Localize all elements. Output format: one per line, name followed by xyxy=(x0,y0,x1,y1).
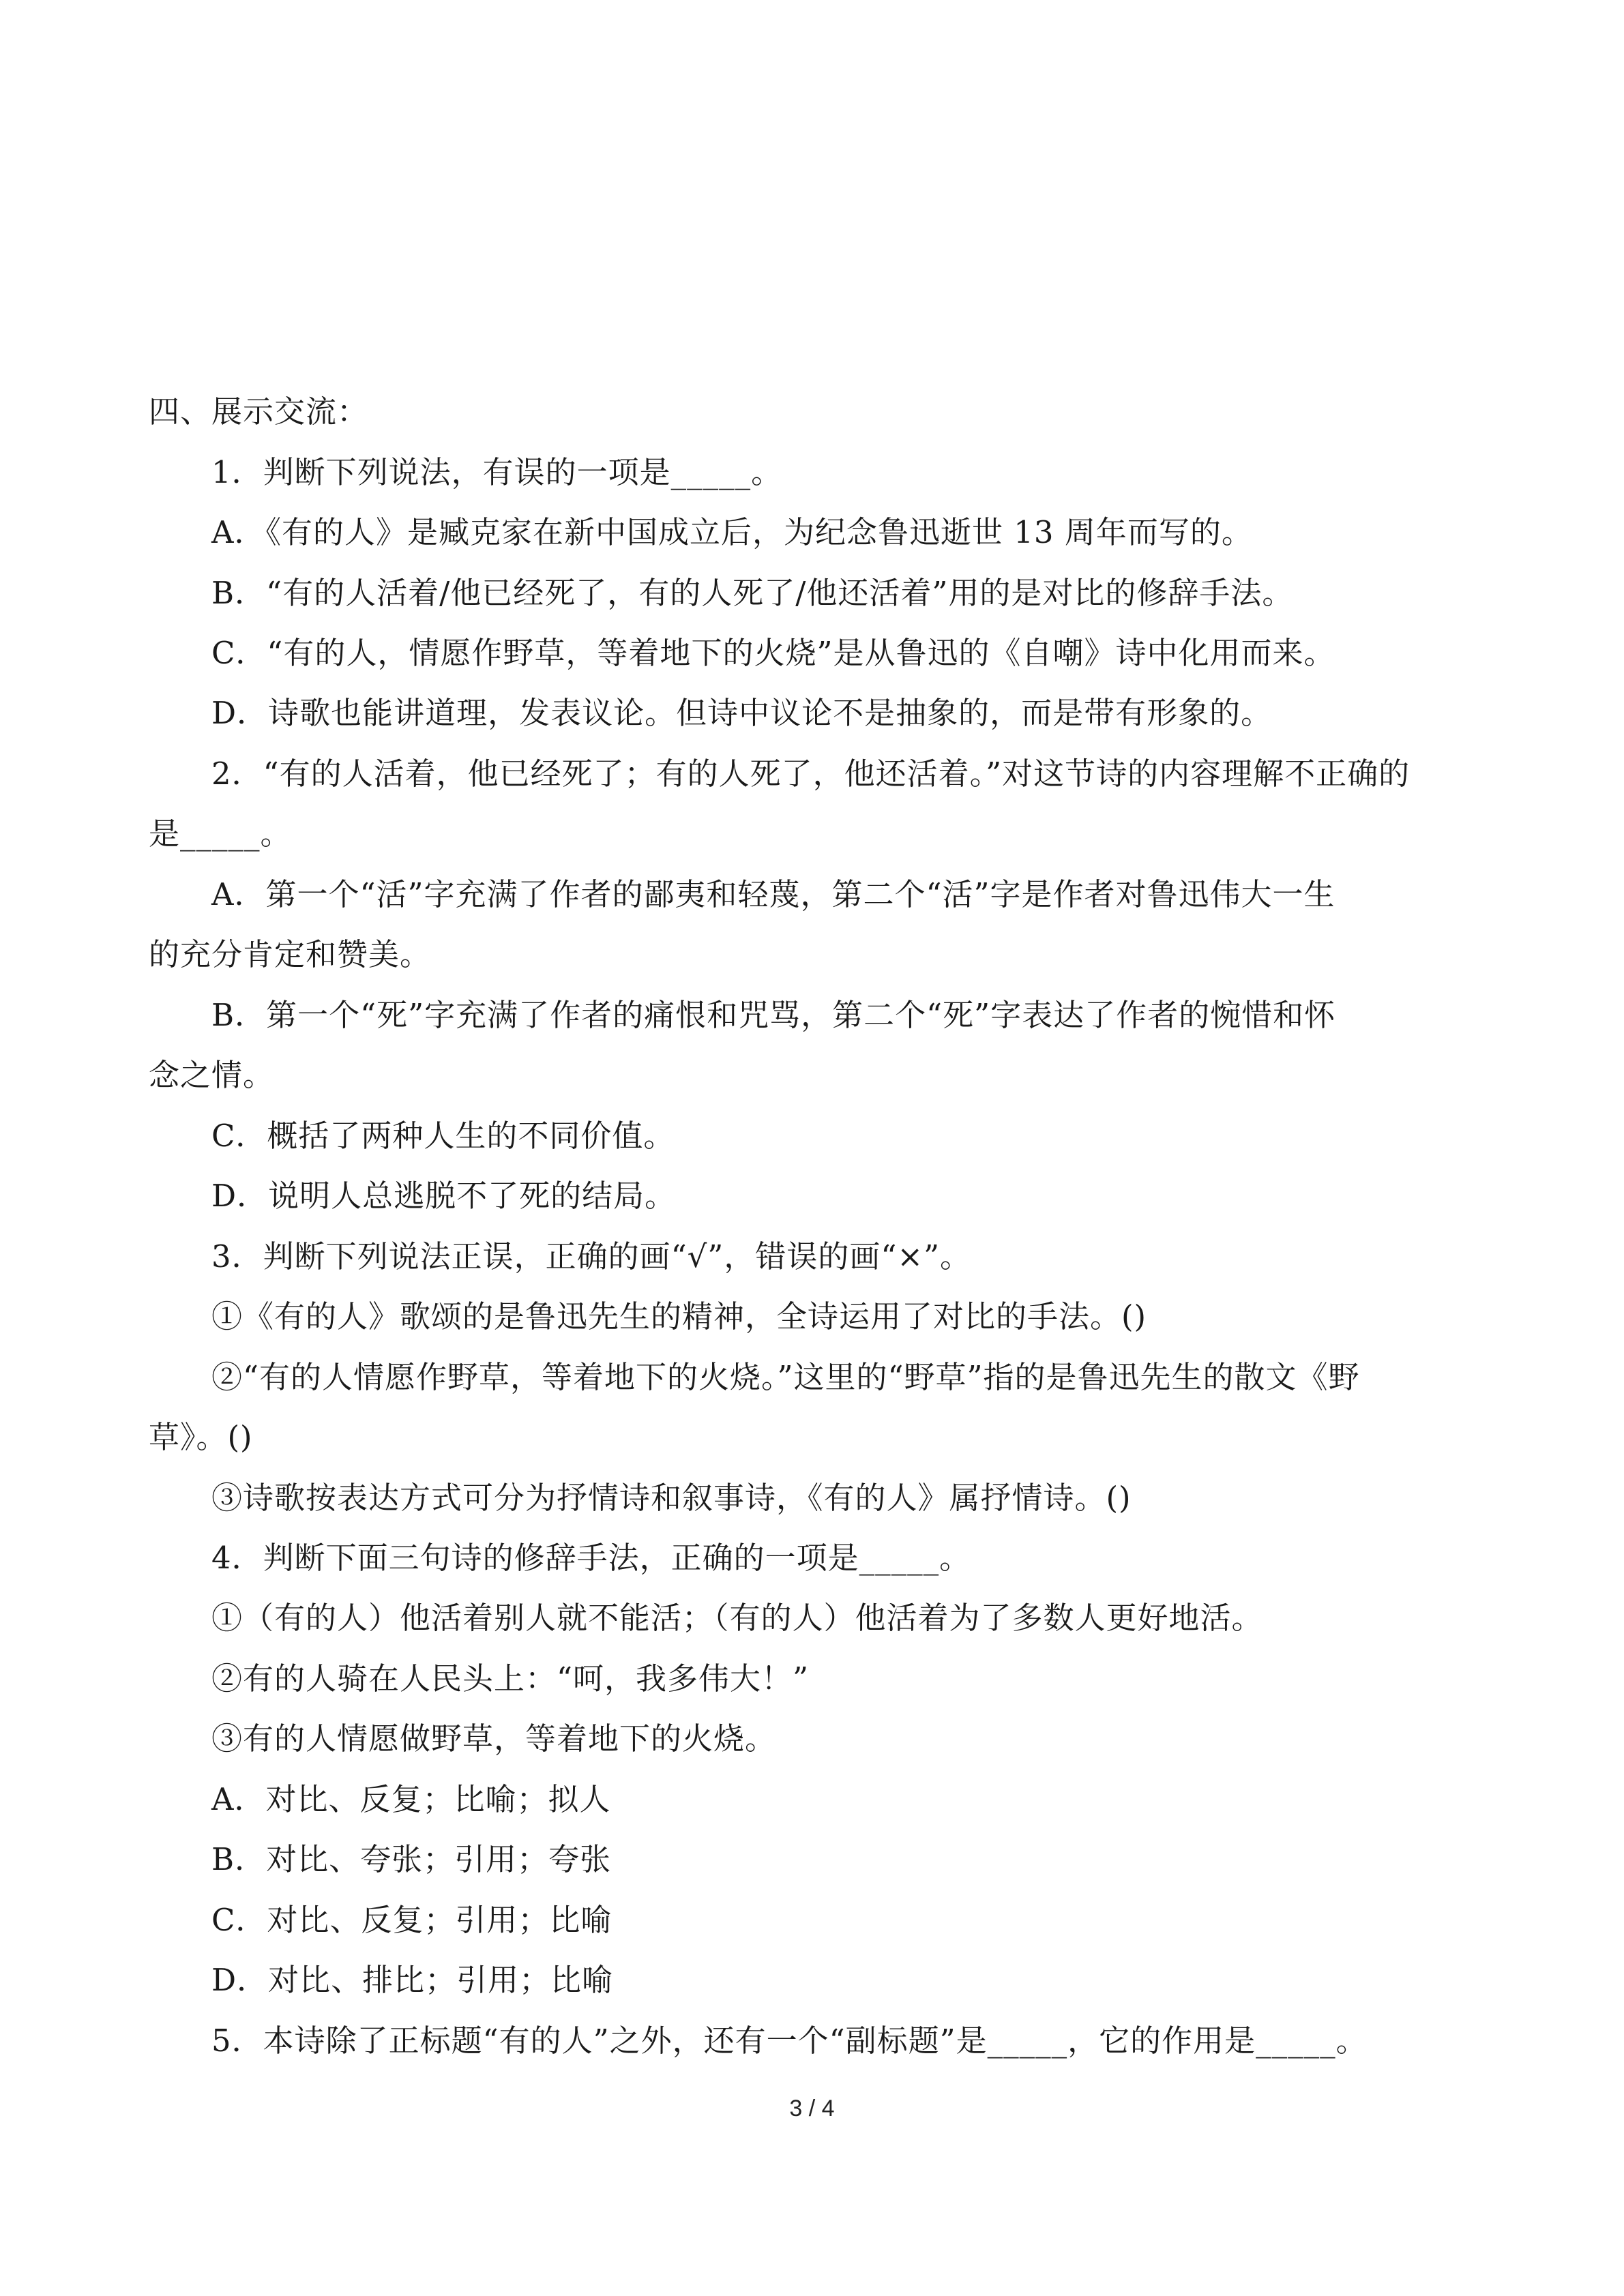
question-4-line-2: ②有的人骑在人民头上：“呵，我多伟大！” xyxy=(211,1660,810,1697)
question-1-option-b: B．“有的人活着/他已经死了，有的人死了/他还活着”用的是对比的修辞手法。 xyxy=(211,575,1294,611)
question-4-line-1: ①（有的人）他活着别人就不能活；（有的人）他活着为了多数人更好地活。 xyxy=(211,1600,1263,1636)
question-4-option-c: C．对比、反复；引用；比喻 xyxy=(211,1902,612,1938)
question-3-stem: 3．判断下列说法正误，正确的画“√”，错误的画“×”。 xyxy=(211,1238,972,1274)
question-3-item-2-continued: 草》。() xyxy=(149,1419,253,1455)
question-4-option-a: A．对比、反复；比喻；拟人 xyxy=(211,1781,611,1817)
question-1-option-d: D．诗歌也能讲道理，发表议论。但诗中议论不是抽象的，而是带有形象的。 xyxy=(211,695,1273,731)
question-4-stem: 4．判断下面三句诗的修辞手法，正确的一项是_____。 xyxy=(211,1540,971,1576)
question-2-stem: 2．“有的人活着，他已经死了；有的人死了，他还活着。”对这节诗的内容理解不正确的 xyxy=(211,756,1411,792)
question-5-stem: 5．本诗除了正标题“有的人”之外，还有一个“副标题”是_____，它的作用是_____。 xyxy=(211,2023,1368,2059)
question-2-option-a: A．第一个“活”字充满了作者的鄙夷和轻蔑，第二个“活”字是作者对鲁迅伟大一生 xyxy=(211,876,1335,912)
question-2-option-b: B．第一个“死”字充满了作者的痛恨和咒骂，第二个“死”字表达了作者的惋惜和怀 xyxy=(211,997,1336,1033)
section-title: 四、展示交流： xyxy=(149,393,369,430)
question-4-option-d: D．对比、排比；引用；比喻 xyxy=(211,1962,614,1998)
question-2-option-b-continued: 念之情。 xyxy=(149,1057,275,1093)
question-3-item-3: ③诗歌按表达方式可分为抒情诗和叙事诗，《有的人》属抒情诗。() xyxy=(211,1480,1132,1516)
question-2-stem-continued: 是_____。 xyxy=(149,816,292,852)
question-4-line-3: ③有的人情愿做野草，等着地下的火烧。 xyxy=(211,1720,777,1757)
question-2-option-a-continued: 的充分肯定和赞美。 xyxy=(149,936,432,972)
question-2-option-c: C．概括了两种人生的不同价值。 xyxy=(211,1118,675,1154)
question-1-option-c: C．“有的人，情愿作野草，等着地下的火烧”是从鲁迅的《自嘲》诗中化用而来。 xyxy=(211,635,1335,671)
question-3-item-2: ②“有的人情愿作野草，等着地下的火烧。”这里的“野草”指的是鲁迅先生的散文《野 xyxy=(211,1359,1360,1395)
question-4-option-b: B．对比、夸张；引用；夸张 xyxy=(211,1841,612,1877)
page-number: 3 / 4 xyxy=(789,2096,835,2121)
question-3-item-1: ①《有的人》歌颂的是鲁迅先生的精神，全诗运用了对比的手法。() xyxy=(211,1298,1147,1335)
question-2-option-d: D．说明人总逃脱不了死的结局。 xyxy=(211,1178,677,1214)
question-1-option-a: A．《有的人》是臧克家在新中国成立后，为纪念鲁迅逝世 13 周年而写的。 xyxy=(211,514,1253,550)
question-1-stem: 1．判断下列说法，有误的一项是_____。 xyxy=(211,454,783,490)
